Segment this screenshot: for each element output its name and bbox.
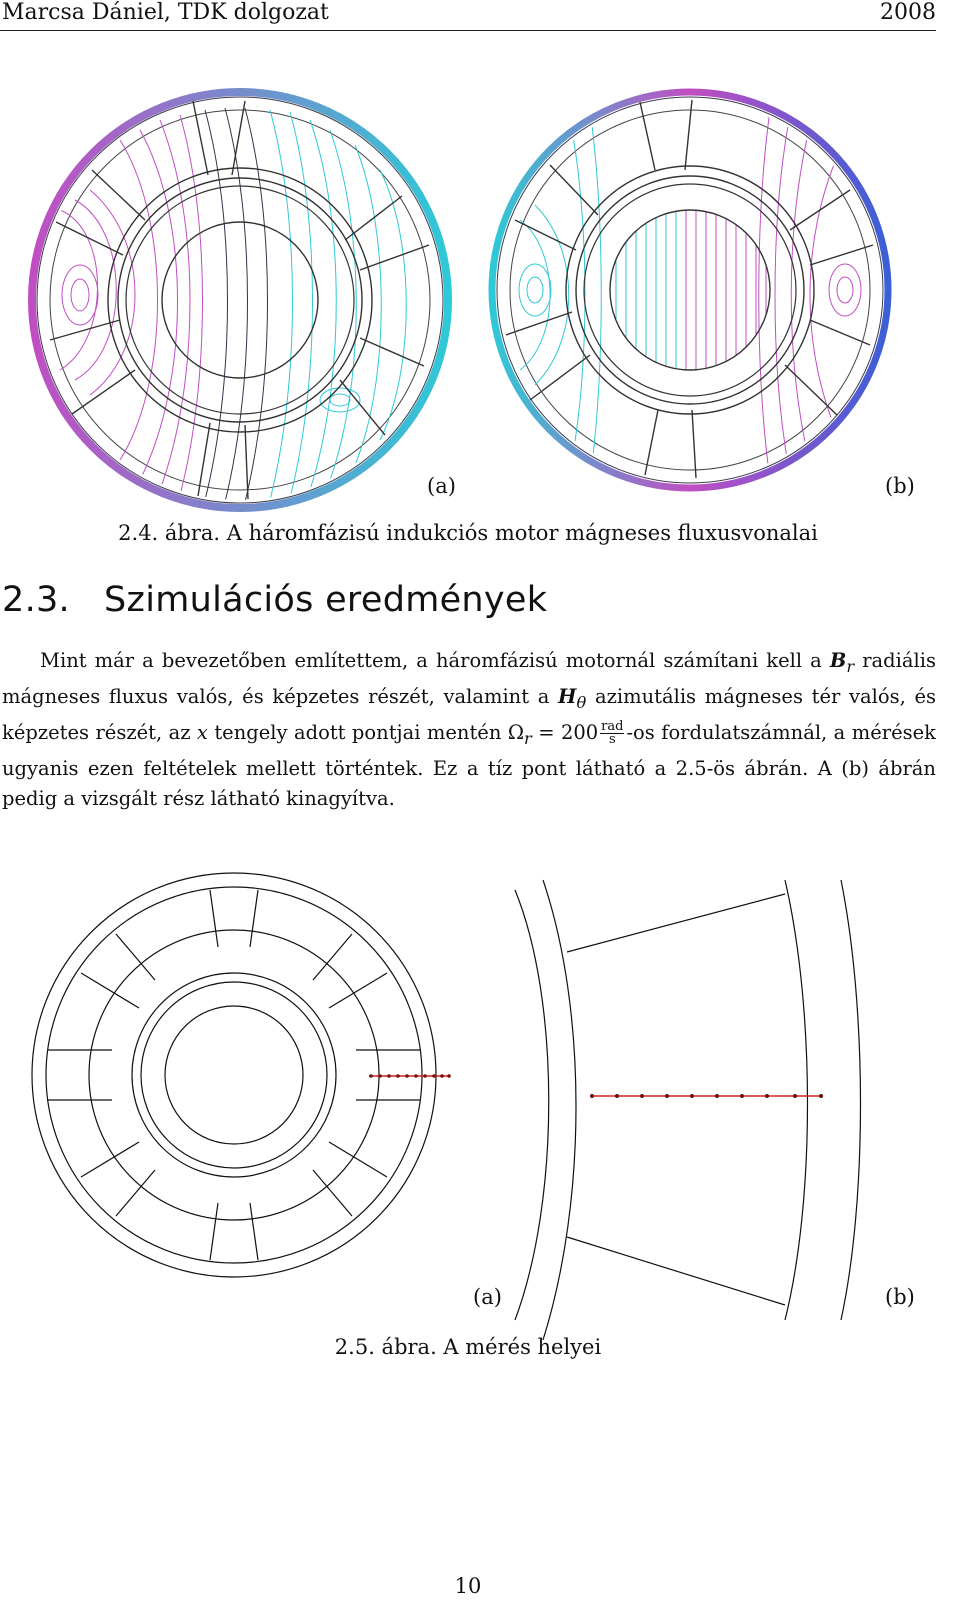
figure-2-5b-zoomed-region xyxy=(505,880,925,1340)
unit-fraction xyxy=(600,718,624,747)
symbol-omega: Ω xyxy=(507,720,524,744)
symbol-omega-sub: r xyxy=(523,728,532,748)
figure-2-5a-motor-geometry xyxy=(14,850,464,1300)
equation-value: = 200 xyxy=(538,720,599,744)
para-text-4: tengely adott pontjai mentén xyxy=(214,720,502,744)
header-author-title: Marcsa Dániel, TDK dolgozat xyxy=(2,0,329,25)
body-paragraph xyxy=(2,646,936,814)
fraction-denominator: s xyxy=(608,731,616,747)
para-text-1: Mint már a bevezetőben említettem, a háromfázisú motornál számítani kell a xyxy=(40,649,822,672)
symbol-b-sub: r xyxy=(846,656,855,676)
outer-rim xyxy=(32,92,448,508)
figure-2-4-caption: 2.4. ábra. A háromfázisú indukciós motor mágneses fluxusvonalai xyxy=(118,521,818,545)
page-number: 10 xyxy=(454,1574,482,1598)
figure-2-4-sub-a: (a) xyxy=(427,474,456,498)
section-number: 2.3. xyxy=(2,580,70,620)
figure-2-4a-flux-lines xyxy=(20,80,480,540)
figure-2-5-sub-b: (b) xyxy=(885,1285,915,1309)
symbol-b: B xyxy=(829,649,847,672)
section-heading xyxy=(2,580,547,620)
header-year: 2008 xyxy=(880,0,936,25)
symbol-h-sub: θ xyxy=(576,692,587,712)
symbol-h: H xyxy=(558,684,577,708)
section-title: Szimulációs eredmények xyxy=(104,580,548,620)
figure-2-4-sub-b: (b) xyxy=(885,474,915,498)
symbol-x: x xyxy=(196,720,208,744)
figure-2-5-caption: 2.5. ábra. A mérés helyei xyxy=(334,1335,602,1359)
para-text-5: -os fordulatszámnál, a mérések ugyanis ezen feltételek mellett történtek. Ez a tíz pont látható a 2.5-ös ábrán. A (b) ábrán pedig a vizsgált rész látható kinagyítva. xyxy=(2,720,936,810)
figure-2-4b-flux-lines xyxy=(480,80,940,540)
running-header xyxy=(0,0,936,31)
para-text-3: azimutális mágneses tér valós, és képzetes részét, az xyxy=(2,684,937,744)
para-text-2: radiális mágneses fluxus valós, és képzetes részét, valamint a xyxy=(2,649,937,708)
fraction-numerator: rad xyxy=(601,718,624,734)
figure-2-5-sub-a: (a) xyxy=(473,1285,502,1309)
